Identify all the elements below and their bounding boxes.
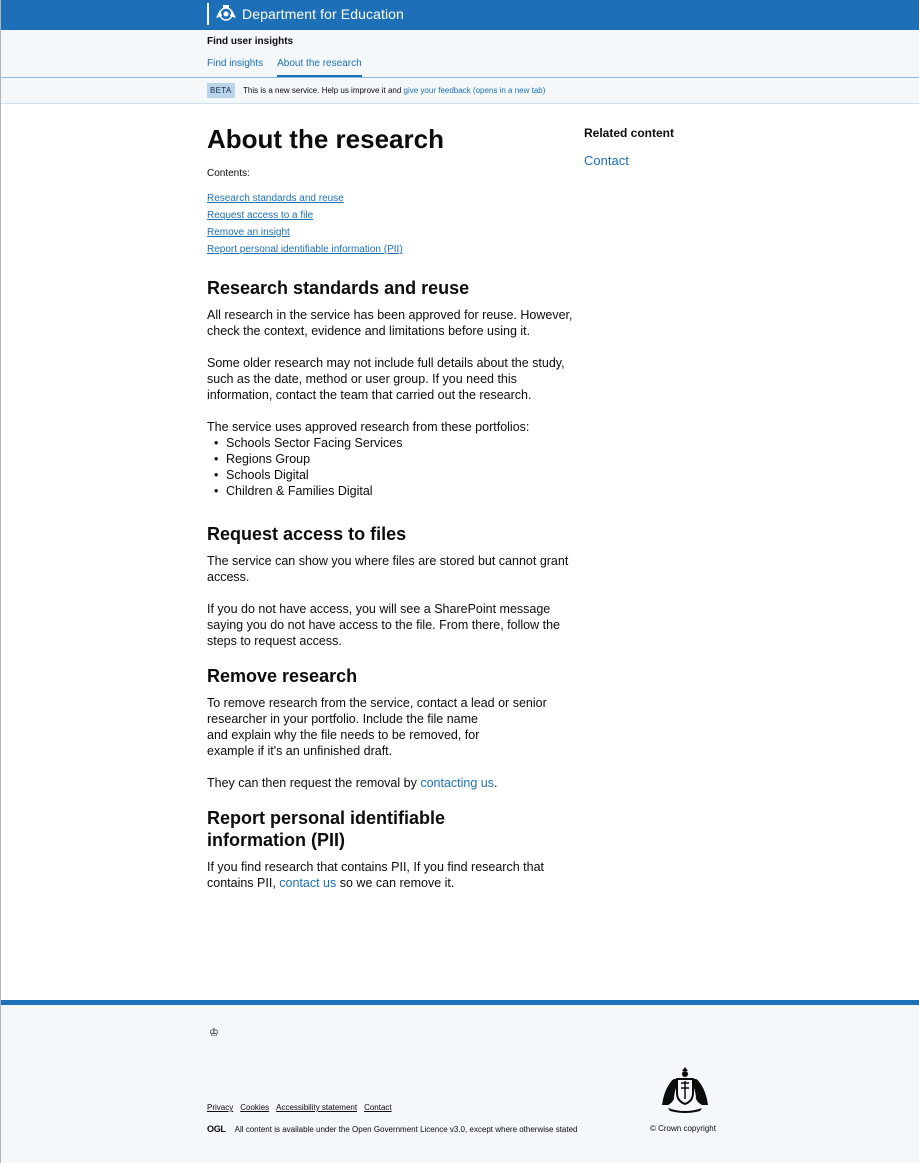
section-heading: Report personal identifiable information (PII) (207, 808, 446, 850)
crown-copyright-link[interactable]: © Crown copyright (650, 1124, 716, 1133)
list-item: • Schools Digital (207, 467, 577, 483)
paragraph: The service can show you where files are stored but cannot grant access. (207, 554, 569, 584)
contents-list (207, 193, 577, 255)
contents-label: Contents: (207, 168, 250, 179)
toc-link-remove[interactable]: Remove an insight (207, 227, 290, 238)
primary-nav (207, 58, 362, 77)
section-remove (207, 665, 577, 791)
paragraph: Some older research may not include full details about the study, such as the date, method or user group. If you need this information, contact the team that carried out the research. (207, 356, 565, 402)
paragraph: All research in the service has been approved for reuse. However, check the context, evidence and limitations before using it. (207, 308, 573, 338)
section-heading: Request access to files (207, 524, 407, 544)
royal-coat-of-arms-icon (658, 1065, 712, 1113)
licence-pre: All content is available under the (234, 1124, 350, 1134)
site-header (1, 0, 919, 30)
toc-link-access[interactable]: Request access to a file (207, 210, 314, 221)
portfolio-list (207, 435, 577, 499)
removal-text-end: . (494, 776, 498, 790)
footer-link-cookies[interactable]: Cookies (240, 1103, 270, 1112)
section-heading: Research standards and reuse (207, 278, 470, 298)
list-item: • Schools Sector Facing Services (207, 435, 577, 451)
section-access (207, 523, 577, 649)
section-standards (207, 277, 577, 499)
pii-text-end: so we can remove it. (339, 876, 455, 890)
licence-post: , except where otherwise stated (464, 1124, 578, 1134)
remove-line-3: example if it's an unfinished draft. (207, 744, 393, 758)
paragraph (207, 775, 577, 791)
toc-link-standards[interactable]: Research standards and reuse (207, 193, 344, 204)
related-content-title: Related content (584, 126, 675, 140)
ogl-link[interactable]: Open Government Licence v3.0 (352, 1124, 465, 1134)
related-content (584, 126, 674, 170)
page-title: About the research (207, 124, 444, 154)
crown-copyright (650, 1124, 716, 1133)
logo-divider (207, 3, 209, 25)
beta-tag: BETA (207, 83, 235, 98)
removal-text: They can then request the removal by (207, 776, 417, 790)
feedback-link[interactable]: give your feedback (opens in a new tab) (403, 86, 546, 95)
nav-about-research[interactable]: About the research (277, 58, 362, 77)
nav-find-insights[interactable]: Find insights (207, 58, 264, 69)
remove-line-1: To remove research from the service, contact a lead or senior researcher in your portfolio. Include the file name (207, 696, 547, 726)
section-pii (207, 807, 577, 891)
footer-links (207, 1103, 392, 1112)
service-name[interactable]: Find user insights (207, 36, 294, 47)
toc-link-pii[interactable]: Report personal identifiable information (PII) (207, 244, 403, 255)
paragraph: The service uses approved research from these portfolios: (207, 420, 530, 434)
crest-icon (215, 4, 237, 24)
phase-message (243, 86, 545, 95)
list-item: • Children & Families Digital (207, 483, 577, 499)
contact-us-link[interactable]: contact us (279, 876, 337, 890)
remove-line-2: and explain why the file needs to be removed, for (207, 728, 480, 742)
section-heading: Remove research (207, 666, 358, 686)
footer-link-contact[interactable]: Contact (364, 1103, 392, 1112)
phase-message-text: This is a new service. Help us improve it and (243, 86, 402, 95)
pii-text: If you find research that contains PII, If you find research that contains PII, (207, 860, 544, 890)
licence-info (207, 1124, 578, 1134)
site-footer (1, 1000, 919, 1163)
paragraph: If you do not have access, you will see a SharePoint message saying you do not have access to the file. From there, follow the steps to request access. (207, 602, 560, 648)
related-contact-link[interactable]: Contact (584, 153, 629, 168)
paragraph (207, 859, 577, 891)
footer-link-accessibility[interactable]: Accessibility statement (276, 1103, 358, 1112)
ogl-logo: OGL (207, 1124, 226, 1134)
department-logo-link[interactable] (207, 3, 404, 25)
main-content (207, 122, 577, 907)
contacting-us-link[interactable]: contacting us (420, 776, 494, 790)
crown-icon: ♔ (209, 1027, 219, 1039)
paragraph (207, 695, 577, 759)
licence-text (235, 1125, 578, 1134)
list-item: • Regions Group (207, 451, 577, 467)
department-name: Department for Education (242, 6, 404, 22)
footer-link-privacy[interactable]: Privacy (207, 1103, 234, 1112)
phase-banner (1, 78, 919, 104)
service-navigation (1, 30, 919, 78)
